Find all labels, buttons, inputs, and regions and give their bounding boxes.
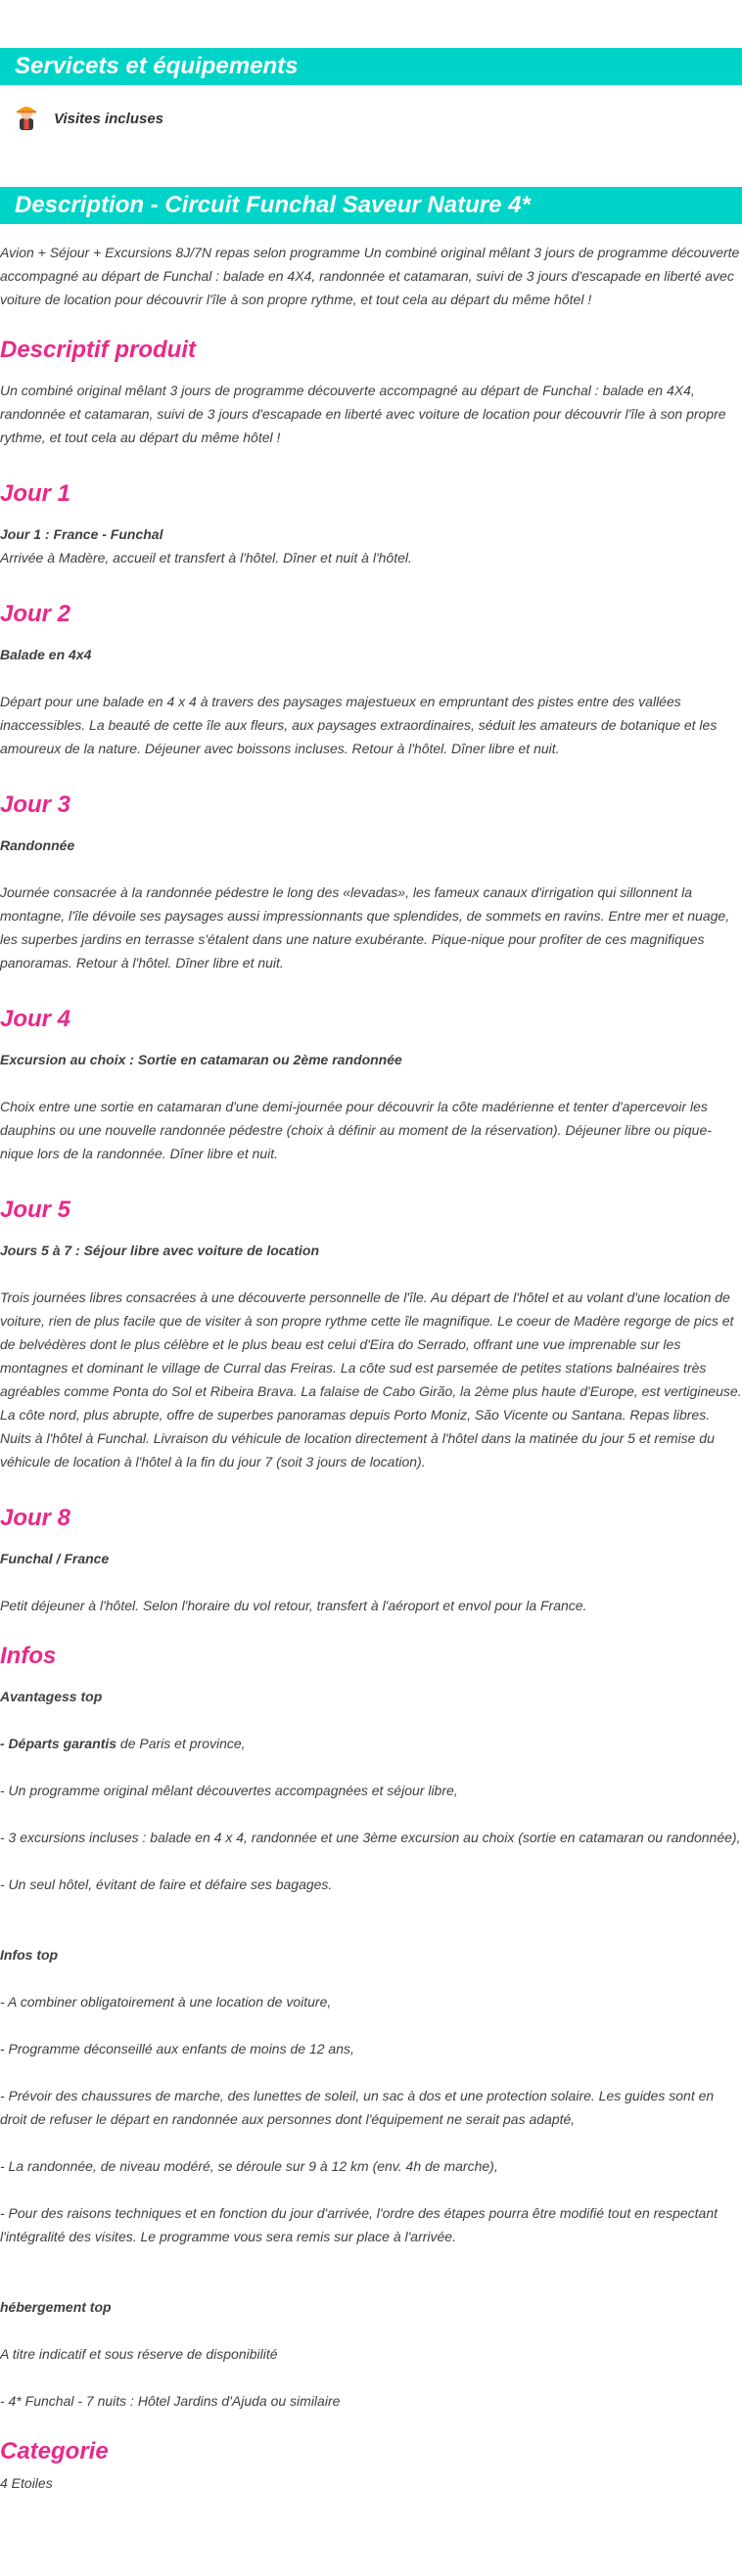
day-2-subtitle: Balade en 4x4	[0, 647, 92, 662]
infos-top-item: - Prévoir des chaussures de marche, des lunettes de soleil, un sac à dos et une protection solaire. Les guides sont en droit de refuser le départ en randonnée aux personnes dont l'équipement ne serait pas adapté,	[0, 2088, 715, 2127]
description-intro: Avion + Séjour + Excursions 8J/7N repas selon programme Un combiné original mêlant 3 jours de programme découverte accompagné au départ de Funchal : balade en 4X4, randonnée et catamaran, suivi de 3 jours d'escapade en liberté avec voiture de location pour découvrir l'île à son propre rythme, et tout cela au départ du même hôtel !	[0, 245, 740, 307]
avantage-bold: - Départs garantis	[0, 1736, 117, 1751]
infos-top-item: - La randonnée, de niveau modéré, se déroule sur 9 à 12 km (env. 4h de marche),	[0, 2158, 498, 2174]
hebergement-item: - 4* Funchal - 7 nuits : Hôtel Jardins d'Ajuda ou similaire	[0, 2393, 341, 2409]
day-5-subtitle: Jours 5 à 7 : Séjour libre avec voiture de location	[0, 1243, 319, 1258]
infos-heading: Infos	[0, 1643, 57, 1669]
infos-top-item: - Pour des raisons techniques et en fonction du jour d'arrivée, l'ordre des étapes pourra être modifié tout en respectant l'intégralité des visites. Le programme vous sera remis sur place à l'arrivée.	[0, 2205, 718, 2244]
services-title: Servicets et équipements	[15, 53, 299, 79]
day-3-text: Journée consacrée à la randonnée pédestre le long des «levadas», les fameux canaux d'irrigation qui sillonnent la montagne, l'île dévoile ses paysages aussi impressionnants que splendides, de sommets en ravins. Entre mer et nuage, les superbes jardins en terrasse s'étalent dans une nature exubérante. Pique-nique pour profiter de ces magnifiques panoramas. Retour à l'hôtel. Dîner libre et nuit.	[0, 884, 730, 971]
day-8-subtitle: Funchal / France	[0, 1551, 110, 1566]
day-1-heading: Jour 1	[0, 480, 71, 507]
hebergement-item: A titre indicatif et sous réserve de disponibilité	[0, 2346, 278, 2362]
day-4-text: Choix entre une sortie en catamaran d'une demi-journée pour découvrir la côte madérienne et tenter d'apercevoir les dauphins ou une nouvelle randonnée pédestre (choix à définir au moment de la réservation). Déjeuner libre ou pique-nique lors de la randonnée. Dîner libre et nuit.	[0, 1099, 712, 1161]
day-5-text: Trois journées libres consacrées à une découverte personnelle de l'île. Au départ de l'hôtel et au volant d'une location de voiture, rien de plus facile que de visiter à son propre rythme cette île magnifique. Le coeur de Madère regorge de pics et de belvédères dont le plus célèbre et le plus beau est celui d'Eira do Serrado, offrant une vue imprenable sur les montagnes et dominant le village de Curral das Freiras. La côte sud est parsemée de petites stations balnéaires très agréables comme Ponta do Sol et Ribeira Brava. La falaise de Cabo Girão, la 2ème plus haute d'Europe, est vertigineuse. La côte nord, plus abrupte, offre de superbes panoramas depuis Porto Moniz, São Vicente ou Santana. Repas libres. Nuits à l'hôtel à Funchal. Livraison du véhicule de location directement à l'hôtel dans la matinée du jour 5 et remise du véhicule de location à l'hôtel à la fin du jour 7 (soit 3 jours de location).	[0, 1289, 742, 1469]
description-banner	[0, 187, 742, 224]
visits-label: Visites incluses	[54, 110, 164, 127]
day-1-subtitle: Jour 1 : France - Funchal	[0, 526, 163, 542]
categorie-value: 4 Etoiles	[0, 2475, 53, 2491]
day-4-heading: Jour 4	[0, 1006, 71, 1032]
services-banner	[0, 48, 742, 85]
hebergement-title: hébergement top	[0, 2299, 112, 2315]
avantage-item: - Un seul hôtel, évitant de faire et défaire ses bagages.	[0, 1876, 333, 1892]
infos-top-item: - Programme déconseillé aux enfants de moins de 12 ans,	[0, 2041, 354, 2056]
description-title: Description - Circuit Funchal Saveur Nature 4*	[15, 192, 531, 218]
day-5-heading: Jour 5	[0, 1197, 71, 1223]
day-1-text: Arrivée à Madère, accueil et transfert à l'hôtel. Dîner et nuit à l'hôtel.	[0, 550, 412, 565]
page	[0, 48, 742, 2495]
avantage-rest: de Paris et province,	[116, 1736, 246, 1751]
day-8-heading: Jour 8	[0, 1505, 71, 1531]
day-2-text: Départ pour une balade en 4 x 4 à travers des paysages majestueux en empruntant des pistes entre des vallées inaccessibles. La beauté de cette île aux fleurs, aux paysages extraordinaires, séduit les amateurs de botanique et les amoureux de la nature. Déjeuner avec boissons incluses. Retour à l'hôtel. Dîner libre et nuit.	[0, 694, 718, 756]
descriptif-heading: Descriptif produit	[0, 337, 197, 363]
descriptif-text: Un combiné original mêlant 3 jours de programme découverte accompagné au départ de Funchal : balade en 4X4, randonnée et catamaran, suivi de 3 jours d'escapade en liberté avec voiture de location pour découvrir l'île à son propre rythme, et tout cela au départ du même hôtel !	[0, 383, 726, 445]
avantage-item	[0, 1732, 742, 1755]
infos-top-item: - A combiner obligatoirement à une location de voiture,	[0, 1994, 332, 2010]
categorie-heading: Categorie	[0, 2438, 109, 2464]
avantages-title: Avantagess top	[0, 1689, 103, 1704]
infos-top-title: Infos top	[0, 1947, 59, 1963]
day-3-heading: Jour 3	[0, 791, 71, 818]
avantage-item: - 3 excursions incluses : balade en 4 x 4, randonnée et une 3ème excursion au choix (sortie en catamaran ou randonnée),	[0, 1830, 741, 1845]
day-4-subtitle: Excursion au choix : Sortie en catamaran ou 2ème randonnée	[0, 1052, 402, 1067]
visits-row	[0, 97, 742, 140]
day-3-subtitle: Randonnée	[0, 837, 75, 853]
day-2-heading: Jour 2	[0, 601, 71, 627]
day-8-text: Petit déjeuner à l'hôtel. Selon l'horaire du vol retour, transfert à l'aéroport et envol pour la France.	[0, 1598, 587, 1613]
tour-guide-icon	[12, 102, 41, 136]
avantage-item: - Un programme original mêlant découvertes accompagnées et séjour libre,	[0, 1783, 458, 1798]
content	[0, 241, 742, 2495]
